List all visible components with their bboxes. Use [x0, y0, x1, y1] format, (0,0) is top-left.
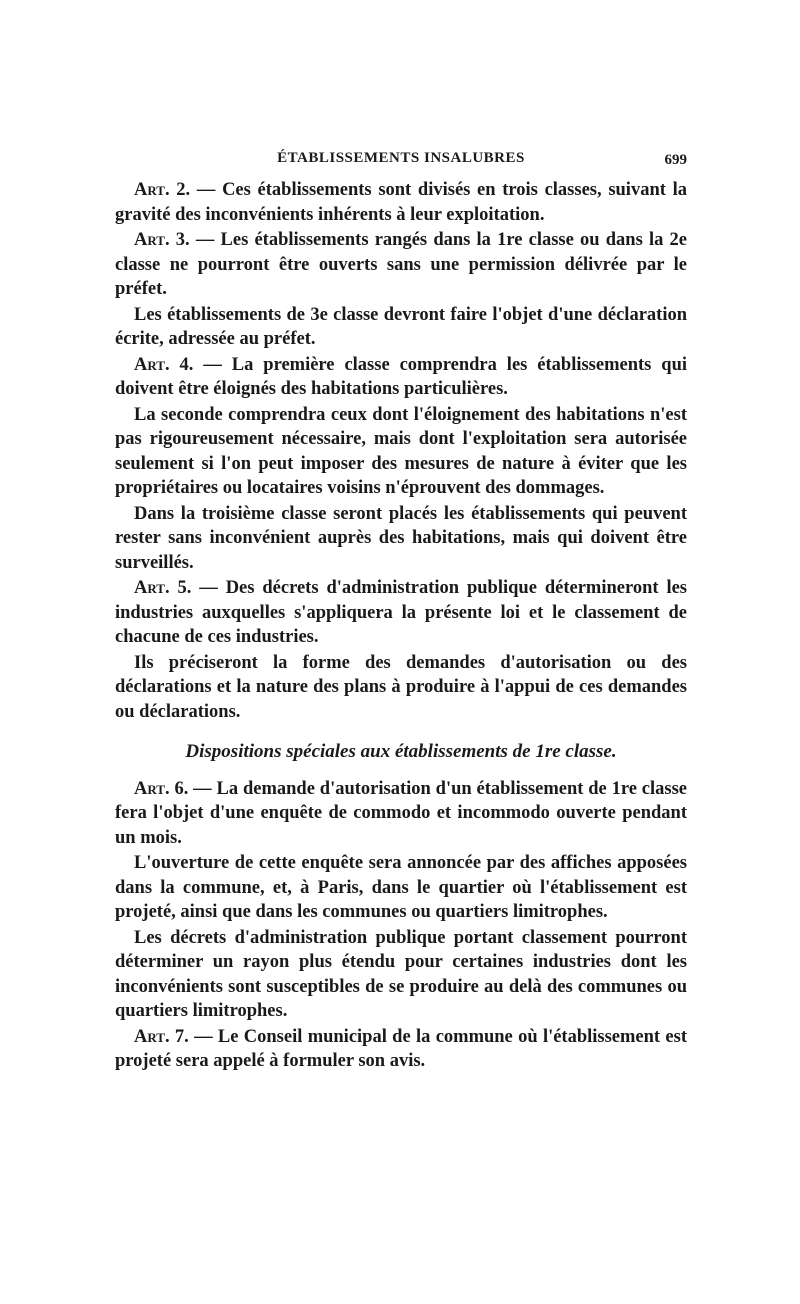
paragraph-art-3	[115, 228, 687, 302]
section-heading: Dispositions spéciales aux établissements de 1re classe.	[185, 741, 617, 762]
paragraph-art-7	[115, 1025, 687, 1074]
paragraph-text: Ils préciseront la forme des demandes d'autorisation ou des déclarations et la nature des plans à produire à l'appui de ces demandes ou déclarations.	[115, 652, 687, 722]
article-label: Art. 5.	[134, 578, 192, 598]
paragraph	[115, 403, 687, 501]
page-number: 699	[664, 152, 687, 168]
article-label: Art. 4.	[134, 354, 194, 375]
paragraph-text: Les décrets d'administration publique portant classement pourront déterminer un rayon plus étendu pour certaines industries dont les inconvénients sont susceptibles de se produire au delà des communes ou quartiers limitrophes.	[115, 927, 687, 1021]
paragraph-art-4	[115, 353, 687, 402]
paragraph	[115, 851, 687, 925]
header-title: ÉTABLISSEMENTS INSALUBRES	[277, 150, 525, 166]
paragraph-text: — Le Conseil municipal de la commune où l'établissement est projeté sera appelé à formuler son avis.	[115, 1026, 687, 1071]
paragraph	[115, 926, 687, 1024]
document-body	[115, 178, 687, 1075]
paragraph-text: Les établissements de 3e classe devront faire l'objet d'une déclaration écrite, adressée au préfet.	[115, 304, 687, 349]
paragraph-art-6	[115, 777, 687, 851]
paragraph-text: L'ouverture de cette enquête sera annoncée par des affiches apposées dans la commune, et, à Paris, dans le quartier où l'établissement est projeté, ainsi que dans les communes ou quartiers limitrophes.	[115, 853, 687, 922]
article-label: Art. 3.	[134, 230, 190, 250]
paragraph-text: — La demande d'autorisation d'un établissement de 1re classe fera l'objet d'une enquête de commodo et incommodo ouverte pendant un mois.	[115, 778, 688, 848]
article-label: Art. 7.	[134, 1026, 189, 1047]
article-label: Art. 2.	[134, 180, 191, 200]
paragraph	[115, 303, 687, 352]
paragraph-text: — Des décrets d'administration publique détermineront les industries auxquelles s'appliquera la présente loi et le classement de chacune de ces industries.	[115, 578, 687, 647]
paragraph-text: — Ces établissements sont divisés en trois classes, suivant la gravité des inconvénients inhérents à leur exploitation.	[115, 180, 687, 225]
paragraph	[115, 651, 687, 725]
paragraph-text: — La première classe comprendra les établissements qui doivent être éloignés des habitations particulières.	[115, 354, 688, 399]
paragraph-art-5	[115, 576, 687, 650]
article-label: Art. 6.	[134, 778, 189, 799]
paragraph	[115, 502, 687, 576]
paragraph-text: La seconde comprendra ceux dont l'éloignement des habitations n'est pas rigoureusement nécessaire, mais dont l'exploitation sera autorisée seulement si l'on peut imposer des mesures de nature à éviter que les propriétaires ou locataires voisins n'éprouvent des dommages.	[115, 404, 687, 498]
paragraph-text: — Les établissements rangés dans la 1re classe ou dans la 2e classe ne pourront être ouverts sans une permission délivrée par le préfet.	[115, 230, 687, 299]
paragraph-art-2	[115, 178, 687, 227]
paragraph-text: Dans la troisième classe seront placés les établissements qui peuvent rester sans inconvénient auprès des habitations, mais qui doivent être surveillés.	[115, 503, 687, 573]
running-header	[115, 150, 687, 174]
